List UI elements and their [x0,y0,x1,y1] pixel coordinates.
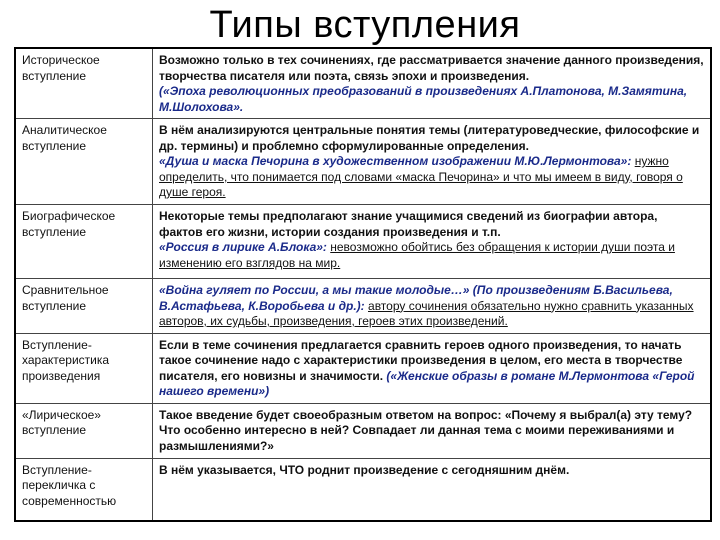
page-title: Типы вступления [209,4,521,46]
intro-type-label: Вступление-перекличка с современностью [15,458,153,521]
table-row [15,48,711,119]
intro-type-label: Вступление-характеристика произведения [15,333,153,403]
example-note: невозможно обойтись без обращения к истории души поэта и изменению его взглядов на мир. [159,240,675,270]
table-row [15,403,711,458]
example-topic: «Война гуляет по России, а мы такие молодые…» (По произведениям Б.Васильева, В.Астафьева, К.Воробьева и др.): [159,283,673,313]
table-row [15,119,711,205]
intro-description [153,119,712,205]
example-topic: («Эпоха революционных преобразований в произведениях А.Платонова, М.Замятина, М.Шолохова». [159,84,688,114]
intro-type-label: Сравнительное вступление [15,279,153,334]
description-text: Некоторые темы предполагают знание учащимися сведений из биографии автора, фактов его жизни, истории создания произведения и т.п. [159,209,658,239]
description-text: В нём указывается, ЧТО роднит произведение с сегодняшним днём. [159,462,570,477]
description-text: Если в теме сочинения предлагается сравнить героев одного произведения, то начать такое сочинение надо с характеристики произведения в целом, его места в творчестве писателя, его новизны и значимости. [159,337,683,383]
table-row [15,458,711,521]
intro-description [153,205,712,279]
intro-description [153,333,712,403]
description-text: В нём анализируются центральные понятия темы (литературоведческие, философские и др. термины) и проблемно сформулированные определения. [159,123,700,153]
example-topic: «Россия в лирике А.Блока»: [159,240,327,254]
intro-type-label: Историческое вступление [15,48,153,119]
example-topic: («Женские образы в романе М.Лермонтова «Герой нашего времени») [159,368,695,398]
table-row [15,279,711,334]
description-text: Возможно только в тех сочинениях, где рассматривается значение данного произведения, творчества писателя или поэта, связь эпохи и произведения. [159,53,704,83]
example-note: нужно определить, что понимается под словами «маска Печорина» и что мы имеем в виду, говоря о душе героя. [159,154,683,199]
intro-description [153,279,712,334]
intro-description [153,403,712,458]
table-row [15,205,711,279]
intro-type-label: Биографическое вступление [15,205,153,279]
intro-description [153,458,712,521]
intro-description [153,48,712,119]
example-topic: «Душа и маска Печорина в художественном изображении М.Ю.Лермонтова»: [159,154,632,168]
table-row [15,333,711,403]
intro-types-table [14,47,712,522]
description-text: Такое введение будет своеобразным ответом на вопрос: «Почему я выбрал(а) эту тему? Что особенно интересно в ней? Совпадает ли данная тема с моими переживаниями и размышлениями?» [159,407,693,453]
example-note: автору сочинения обязательно нужно сравнить указанных авторов, их судьбы, произведения, героев этих произведений. [159,298,694,328]
intro-type-label: «Лирическое» вступление [15,403,153,458]
intro-type-label: Аналитическое вступление [15,119,153,205]
